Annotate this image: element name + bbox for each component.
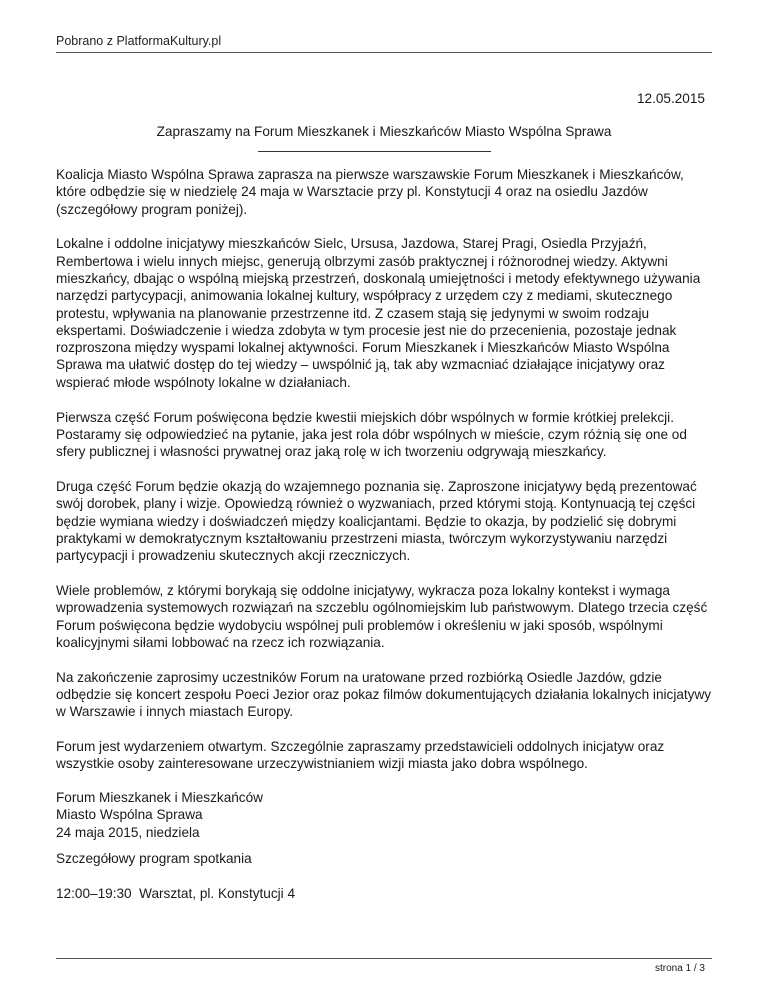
program-heading: Szczegółowy program spotkania bbox=[56, 851, 252, 866]
event-signature bbox=[56, 789, 263, 841]
paragraph-closing-event: Na zakończenie zaprosimy uczestników Forum na uratowane przed rozbiórką Osiedle Jazdów, gdzie odbędzie się koncert zespołu Poeci Jezior oraz pokaz filmów dokumentujących działania lokalnych inicjatywy w Warszawie i innych miastach Europy. bbox=[56, 669, 712, 720]
program-item: 12:00–19:30 Warsztat, pl. Konstytucji 4 bbox=[56, 886, 296, 901]
footer-divider bbox=[56, 958, 712, 959]
document-body bbox=[56, 166, 716, 790]
signature-coalition-name: Miasto Wspólna Sprawa bbox=[56, 807, 203, 823]
paragraph-intro: Koalicja Miasto Wspólna Sprawa zaprasza na pierwsze warszawskie Forum Mieszkanek i Mieszkańców, które odbędzie się w niedzielę 24 maja w Warsztacie przy pl. Konstytucji 4 oraz na osiedlu Jazdów (szczegółowy program poniżej). bbox=[56, 167, 684, 217]
paragraph-initiatives: Lokalne i oddolne inicjatywy mieszkańców Sielc, Ursusa, Jazdowa, Starej Pragi, Osiedla Przyjaźń, Rembertowa i wielu innych miejsc, generują olbrzymi zasób praktycznej i różnorodnej wiedzy. Aktywni mieszkańcy, dbając o wspólną miejską przestrzeń, doskonalą umiejętności i metody efektywnego używania narzędzi partycypacji, animowania lokalnej kultury, współpracy z urzędem czy z mediami, skutecznego protestu, wpływania na planowanie przestrzenne itd. Z czasem stają się jedynymi w swoim rodzaju ekspertami. Doświadczenie i wiedza zdobyta w tym procesie jest nie do przecenienia, pozostaje jednak rozproszona między wyspami lokalnej aktywności. Forum Mieszkanek i Mieszkańców Miasto Wspólna Sprawa ma ułatwić dostęp do tej wiedzy – uwspólnić ją, tak aby wzmacniać działające inicjatywy oraz wspierać młode wspólnoty lokalne w działaniach. bbox=[56, 236, 701, 390]
paragraph-open-event: Forum jest wydarzeniem otwartym. Szczególnie zapraszamy przedstawicieli oddolnych inicjatyw oraz wszystkie osoby zainteresowane urzeczywistnianiem wizji miasta jako dobra wspólnego. bbox=[56, 739, 665, 772]
paragraph-part-one: Pierwsza część Forum poświęcona będzie kwestii miejskich dóbr wspólnych w formie krótkiej prelekcji. Postaramy się odpowiedzieć na pytanie, jaka jest rola dóbr wspólnych w mieście, czym różnią się one od sfery publicznej i własności prywatnej oraz jaką rolę w ich tworzeniu odgrywają mieszkańcy. bbox=[56, 409, 687, 460]
paragraph-part-three: Wiele problemów, z którymi borykają się oddolne inicjatywy, wykracza poza lokalny kontekst i wymaga wprowadzenia systemowych rozwiązań na szczeblu ogólnomiejskim lub państwowym. Dlatego trzecia część Forum poświęcona będzie wydobyciu wspólnej puli problemów i określeniu w jaki sposób, wspólnymi koalicyjnymi siłami lobbować na rzecz ich rozwiązania. bbox=[56, 582, 708, 650]
title-underline bbox=[258, 151, 491, 152]
page-number: strona 1 / 3 bbox=[654, 963, 705, 974]
paragraph-part-two: Druga część Forum będzie okazją do wzajemnego poznania się. Zaproszone inicjatywy będą prezentować swój dorobek, plany i wizje. Opowiedzą również o wyzwaniach, przed którymi stoją. Kontynuacją tej części będzie wymiana wiedzy i doświadczeń między koalicjantami. Będzie to okazja, by podzielić się dobrymi praktykami w demokratycznym kształtowaniu przestrzeni miasta, twórczym wykorzystywaniu narzędzi partycypacji i prowadzeniu skutecznych akcji rzeczniczych. bbox=[56, 478, 697, 564]
signature-event-date: 24 maja 2015, niedziela bbox=[56, 824, 200, 840]
signature-forum-name: Forum Mieszkanek i Mieszkańców bbox=[56, 790, 263, 805]
document-date: 12.05.2015 bbox=[636, 91, 705, 106]
source-header: Pobrano z PlatformaKultury.pl bbox=[56, 34, 222, 48]
document-title: Zapraszamy na Forum Mieszkanek i Mieszkańców Miasto Wspólna Sprawa bbox=[156, 124, 612, 139]
header-divider bbox=[56, 52, 712, 53]
